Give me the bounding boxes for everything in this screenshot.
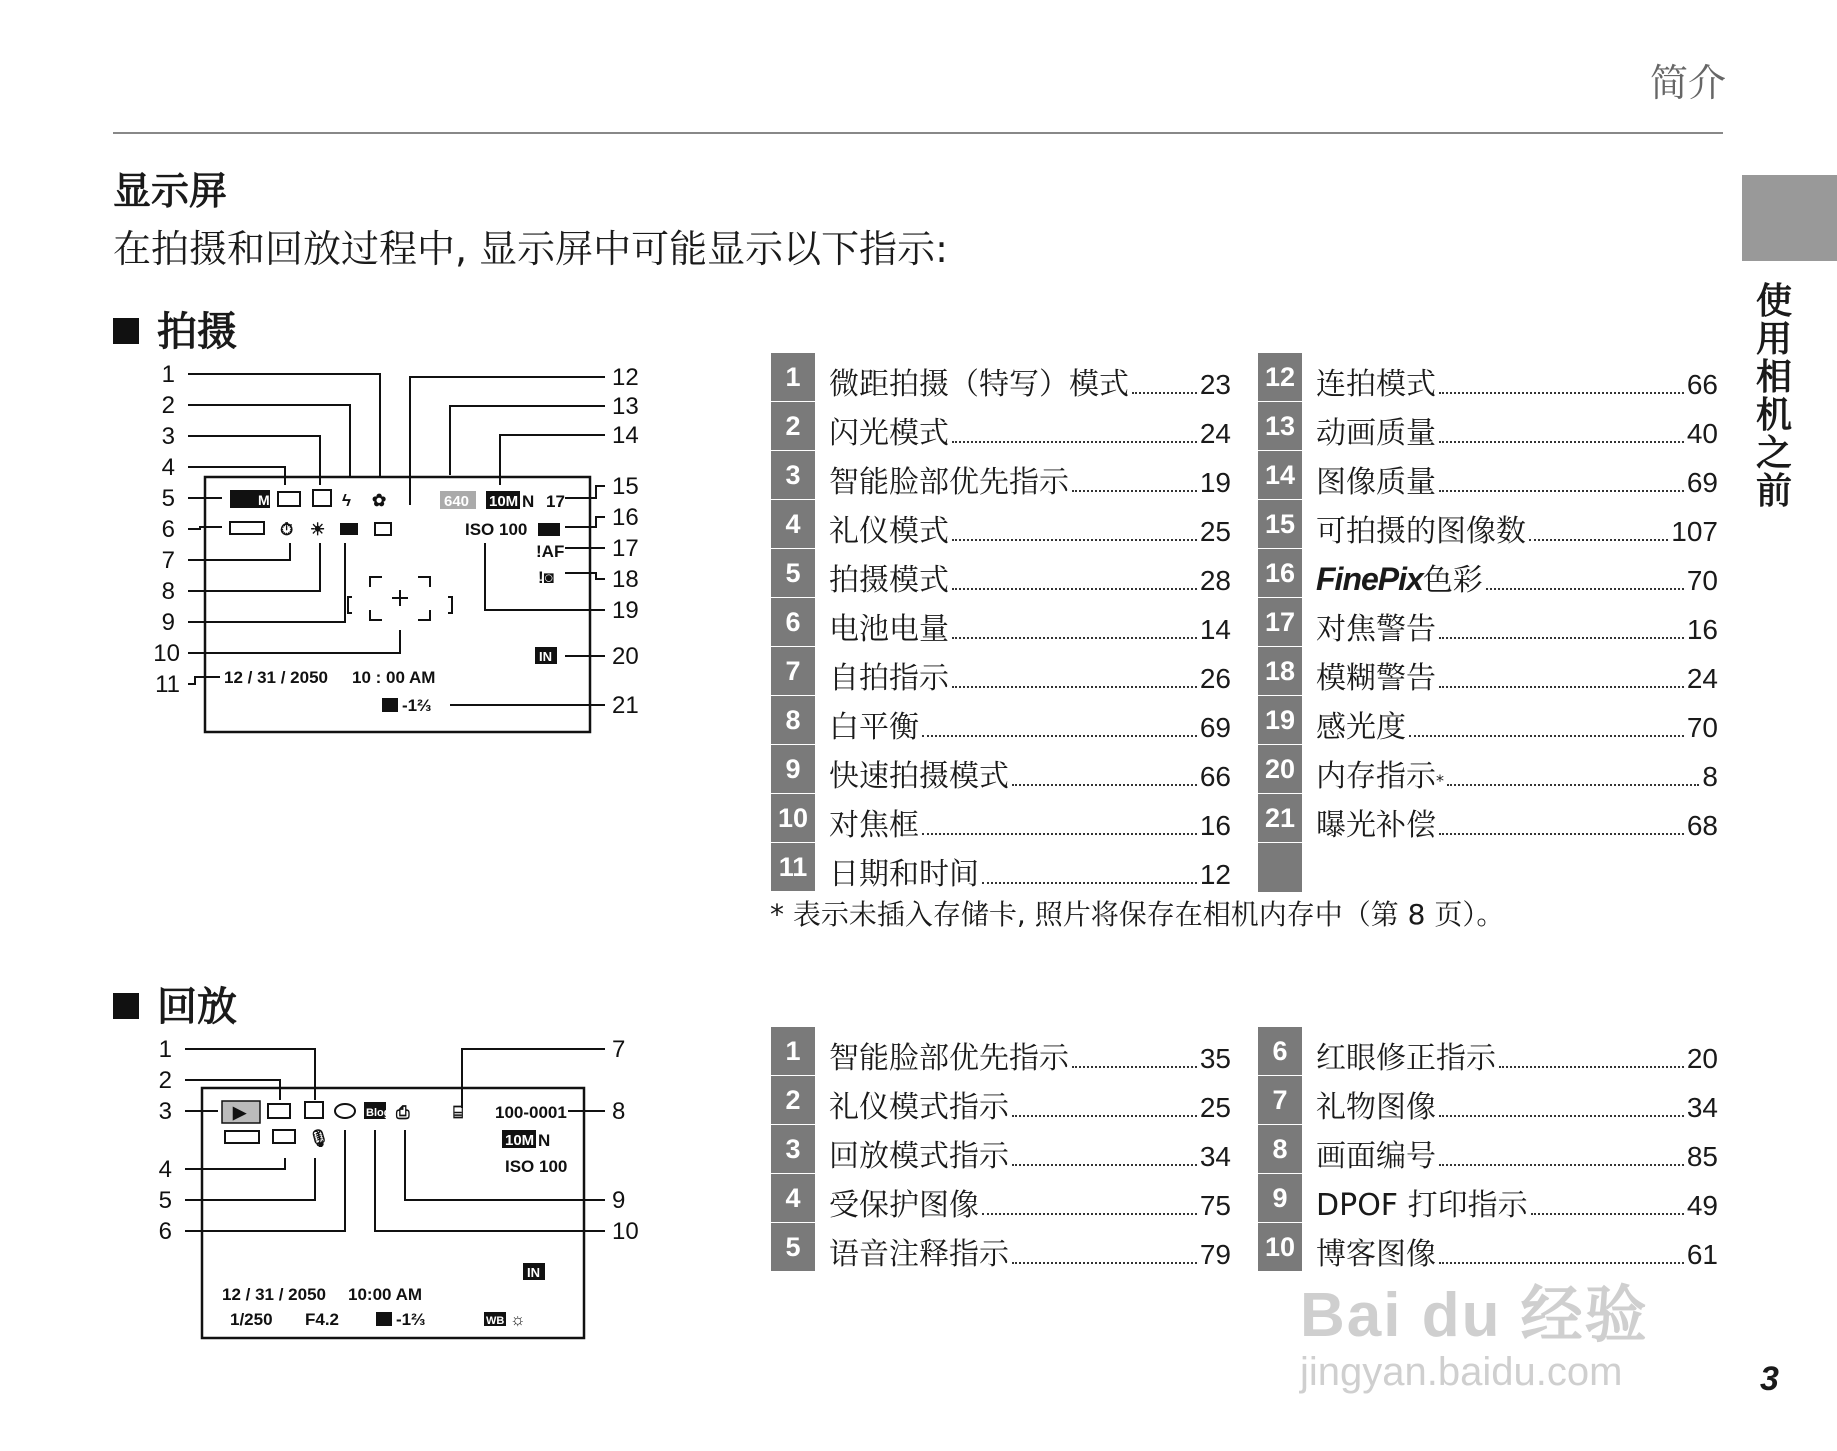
self-timer-icon: ⏱ [280, 520, 294, 539]
row-label: 动画质量 [1316, 416, 1436, 451]
battery-icon [230, 522, 264, 534]
table-row [1258, 1174, 1718, 1223]
table-row [1258, 745, 1718, 794]
square-bullet-icon [113, 993, 139, 1019]
table-row [771, 647, 1231, 696]
print-icon: ⎙ [396, 1103, 410, 1122]
row-label: 曝光补偿 [1316, 808, 1436, 843]
table-row [1258, 1125, 1718, 1174]
internal-memory-text: IN [527, 1265, 540, 1280]
row-label: 博客图像 [1316, 1237, 1436, 1272]
image-quality-suffix: N [522, 492, 535, 511]
battery-icon [225, 1131, 259, 1143]
row-label: 自拍指示 [829, 661, 949, 696]
row-label: 礼仪模式指示 [829, 1090, 1009, 1125]
table-row [1258, 500, 1718, 549]
row-page: 40 [1686, 418, 1718, 449]
silent-mode-icon [268, 1104, 290, 1118]
callout-10: 10 [612, 1218, 639, 1245]
af-warning: !AF [536, 542, 565, 561]
row-label: 语音注释指示 [829, 1237, 1009, 1272]
row-number: 21 [1258, 794, 1302, 842]
callout-4: 4 [158, 1156, 172, 1183]
watermark-url: jingyan.baidu.com [1300, 1350, 1623, 1394]
row-number: 1 [771, 353, 815, 401]
row-number: 4 [771, 1174, 815, 1222]
internal-memory-text: IN [539, 649, 552, 664]
time-readout: 10:00 AM [348, 1285, 423, 1304]
side-tab-marker [1742, 175, 1837, 261]
callout-20: 20 [612, 643, 639, 670]
row-label: 对焦警告 [1316, 612, 1436, 647]
row-label: 画面编号 [1316, 1139, 1436, 1174]
exposure-readout: -1⅔ [396, 1310, 426, 1329]
callout-21: 21 [612, 692, 639, 719]
running-header: 简介 [1650, 61, 1727, 105]
row-label: 礼物图像 [1316, 1090, 1436, 1125]
date-readout: 12 / 31 / 2050 [222, 1285, 326, 1304]
callout-9: 9 [612, 1187, 626, 1214]
table-row [1258, 451, 1718, 500]
callout-12: 12 [612, 364, 639, 391]
aperture-readout: F4.2 [305, 1310, 340, 1329]
image-quality-suffix: N [538, 1131, 551, 1150]
callout-13: 13 [612, 393, 639, 420]
row-page: 107 [1671, 516, 1718, 547]
square-bullet-icon [113, 318, 139, 344]
callout-6: 6 [158, 1218, 172, 1245]
row-label: 感光度 [1316, 710, 1406, 745]
blur-warning-icon: !◙ [538, 568, 554, 587]
row-label: 回放模式指示 [829, 1139, 1009, 1174]
row-number: 11 [771, 843, 815, 891]
callout-4: 4 [161, 454, 175, 481]
table-row [771, 745, 1231, 794]
exposure-readout: -1⅔ [402, 696, 432, 715]
continuous-icon [375, 523, 391, 535]
red-eye-icon [335, 1104, 355, 1118]
playback-screen-diagram [150, 1030, 670, 1350]
macro-icon: ✿ [372, 491, 387, 510]
silent-mode-icon [278, 492, 300, 506]
row-page: 66 [1686, 369, 1718, 400]
callout-2: 2 [158, 1067, 172, 1094]
row-number: 7 [771, 647, 815, 695]
row-label: 色彩 [1422, 563, 1483, 598]
row-page: 61 [1686, 1239, 1718, 1270]
row-label: 红眼修正指示 [1316, 1041, 1496, 1076]
row-number: 9 [1258, 1174, 1302, 1222]
wb-text: WB [486, 1315, 505, 1327]
row-number: 20 [1258, 745, 1302, 793]
row-number: 16 [1258, 549, 1302, 597]
row-page: 24 [1199, 418, 1231, 449]
table-row [771, 598, 1231, 647]
callout-5: 5 [158, 1187, 172, 1214]
row-label: 电池电量 [829, 612, 949, 647]
finepix-logo: FinePix [1316, 561, 1423, 597]
flash-icon: ϟ [342, 491, 351, 510]
row-number: 2 [771, 1076, 815, 1124]
shooting-heading-text: 拍摄 [157, 309, 237, 355]
shooting-screen-diagram [150, 355, 670, 750]
row-page: 19 [1199, 467, 1231, 498]
callout-17: 17 [612, 535, 639, 562]
wb-mode-icon: ☼ [510, 1310, 526, 1329]
row-number: 10 [1258, 1223, 1302, 1271]
table-row [1258, 1027, 1718, 1076]
footnote-mark: * [1436, 771, 1444, 790]
date-readout: 12 / 31 / 2050 [224, 668, 328, 687]
row-number: 9 [771, 745, 815, 793]
callout-2: 2 [161, 392, 175, 419]
time-readout: 10 : 00 AM [352, 668, 436, 687]
frames-remaining: 17 [546, 492, 565, 511]
callout-16: 16 [612, 504, 639, 531]
table-row [1258, 353, 1718, 402]
callout-11: 11 [155, 671, 180, 698]
row-number: 2 [771, 402, 815, 450]
row-number: 14 [1258, 451, 1302, 499]
row-page: 26 [1199, 663, 1231, 694]
face-detect-icon [305, 1102, 323, 1118]
gift-icon: ⌸ [453, 1103, 464, 1122]
callout-18: 18 [612, 566, 639, 593]
row-page: 12 [1199, 859, 1231, 890]
row-page: 23 [1199, 369, 1231, 400]
voice-memo-icon: 🎙 [308, 1129, 330, 1148]
table-filler [1258, 843, 1302, 892]
row-label: 连拍模式 [1316, 367, 1436, 402]
row-page: 20 [1686, 1043, 1718, 1074]
watermark [1300, 1265, 1649, 1395]
section-intro: 在拍摄和回放过程中, 显示屏中可能显示以下指示: [113, 227, 948, 271]
table-row [771, 1223, 1231, 1272]
row-page: 8 [1702, 761, 1718, 792]
row-page: 34 [1686, 1092, 1718, 1123]
table-row [1258, 402, 1718, 451]
row-number: 18 [1258, 647, 1302, 695]
callout-10: 10 [153, 640, 180, 667]
row-number: 4 [771, 500, 815, 548]
shooting-mode-text: M [258, 492, 270, 508]
row-page: 70 [1686, 712, 1718, 743]
row-page: 70 [1686, 565, 1718, 596]
table-row [771, 1027, 1231, 1076]
callout-8: 8 [612, 1098, 626, 1125]
callout-9: 9 [161, 609, 175, 636]
iso-readout: ISO 100 [505, 1157, 568, 1176]
playback-heading-text: 回放 [157, 984, 237, 1030]
row-label: 快速拍摄模式 [829, 759, 1009, 794]
callout-19: 19 [612, 597, 639, 624]
screen-outline [205, 477, 590, 732]
row-label: 受保护图像 [829, 1188, 979, 1223]
row-number: 5 [771, 1223, 815, 1271]
shooting-heading [113, 300, 237, 357]
row-label: 对焦框 [829, 808, 919, 843]
row-number: 7 [1258, 1076, 1302, 1124]
row-number: 3 [771, 1125, 815, 1173]
row-number: 6 [1258, 1027, 1302, 1075]
row-number: 17 [1258, 598, 1302, 646]
row-number: 19 [1258, 696, 1302, 744]
callout-1: 1 [161, 361, 175, 388]
row-page: 66 [1199, 761, 1231, 792]
row-page: 85 [1686, 1141, 1718, 1172]
table-row [771, 1076, 1231, 1125]
row-label: 可拍摄的图像数 [1316, 514, 1526, 549]
row-page: 14 [1199, 614, 1231, 645]
row-number: 1 [771, 1027, 815, 1075]
table-row [1258, 794, 1718, 843]
white-balance-icon: ☀ [310, 520, 326, 539]
shooting-table-right [1258, 353, 1718, 843]
row-number: 3 [771, 451, 815, 499]
callout-5: 5 [161, 485, 175, 512]
table-row [771, 451, 1231, 500]
footnote: * 表示未插入存储卡, 照片将保存在相机内存中（第 8 页）。 [770, 898, 1505, 931]
row-label: 拍摄模式 [829, 563, 949, 598]
face-detect-icon [313, 490, 331, 506]
row-number: 8 [771, 696, 815, 744]
iso-readout: ISO 100 [465, 520, 528, 539]
table-row [771, 353, 1231, 402]
side-tab-label: 使用相机之前 [1755, 281, 1792, 512]
row-label: 模糊警告 [1316, 661, 1436, 696]
row-page: 25 [1199, 516, 1231, 547]
image-quality-text: 10M [505, 1132, 535, 1149]
callout-6: 6 [161, 516, 175, 543]
callout-1: 1 [158, 1036, 172, 1063]
table-row [1258, 1076, 1718, 1125]
callout-3: 3 [158, 1098, 172, 1125]
playback-heading [113, 975, 237, 1032]
table-row [771, 549, 1231, 598]
table-row [1258, 549, 1718, 598]
page-number: 3 [1760, 1360, 1779, 1398]
row-label: 闪光模式 [829, 416, 949, 451]
row-page: 28 [1199, 565, 1231, 596]
callout-7: 7 [161, 547, 175, 574]
play-icon: ▶ [233, 1103, 247, 1122]
playback-table-right [1258, 1027, 1718, 1272]
table-row [1258, 696, 1718, 745]
row-page: 34 [1199, 1141, 1231, 1172]
row-page: 69 [1686, 467, 1718, 498]
callout-14: 14 [612, 422, 639, 449]
blog-text: Blog [366, 1107, 391, 1119]
callout-15: 15 [612, 473, 639, 500]
playback-table-left [771, 1027, 1231, 1272]
shutter-readout: 1/250 [230, 1310, 273, 1329]
row-label: DPOF 打印指示 [1316, 1188, 1528, 1223]
table-row [771, 500, 1231, 549]
header-rule [113, 132, 1723, 134]
row-page: 16 [1686, 614, 1718, 645]
row-page: 49 [1686, 1190, 1718, 1221]
finepix-color-icon [538, 523, 560, 536]
focus-frame [348, 577, 452, 620]
row-label: 内存指示 [1316, 759, 1436, 794]
row-label: 微距拍摄（特写）模式 [829, 367, 1129, 402]
shooting-table-left [771, 353, 1231, 892]
row-number: 12 [1258, 353, 1302, 401]
row-number: 10 [771, 794, 815, 842]
row-label: 日期和时间 [829, 857, 979, 892]
section-heading: 显示屏 [113, 169, 228, 213]
row-number: 5 [771, 549, 815, 597]
watermark-logo: Bai du 经验 [1300, 1281, 1649, 1350]
row-page: 75 [1199, 1190, 1231, 1221]
row-page: 35 [1199, 1043, 1231, 1074]
exposure-comp-icon [376, 1312, 392, 1326]
callout-3: 3 [161, 423, 175, 450]
table-row [1258, 598, 1718, 647]
row-page: 68 [1686, 810, 1718, 841]
table-row [771, 1125, 1231, 1174]
table-row [771, 1174, 1231, 1223]
row-number: 8 [1258, 1125, 1302, 1173]
row-label: 白平衡 [829, 710, 919, 745]
row-label: 智能脸部优先指示 [829, 1041, 1069, 1076]
image-quality-text: 10M [489, 493, 519, 510]
callout-8: 8 [161, 578, 175, 605]
table-row [1258, 647, 1718, 696]
table-row [771, 843, 1231, 892]
row-page: 24 [1686, 663, 1718, 694]
table-row [771, 696, 1231, 745]
movie-quality-text: 640 [444, 493, 470, 510]
callout-7: 7 [612, 1036, 626, 1063]
row-page: 79 [1199, 1239, 1231, 1270]
row-number: 6 [771, 598, 815, 646]
row-label: 图像质量 [1316, 465, 1436, 500]
row-label: 礼仪模式 [829, 514, 949, 549]
row-number: 15 [1258, 500, 1302, 548]
table-row [771, 794, 1231, 843]
row-number: 13 [1258, 402, 1302, 450]
table-row [771, 402, 1231, 451]
row-page: 25 [1199, 1092, 1231, 1123]
exposure-comp-icon [382, 698, 398, 712]
row-page: 16 [1199, 810, 1231, 841]
quick-shoot-icon [340, 523, 358, 535]
protect-icon [273, 1130, 295, 1143]
row-page: 69 [1199, 712, 1231, 743]
row-label: 智能脸部优先指示 [829, 465, 1069, 500]
frame-number: 100-0001 [495, 1103, 567, 1122]
